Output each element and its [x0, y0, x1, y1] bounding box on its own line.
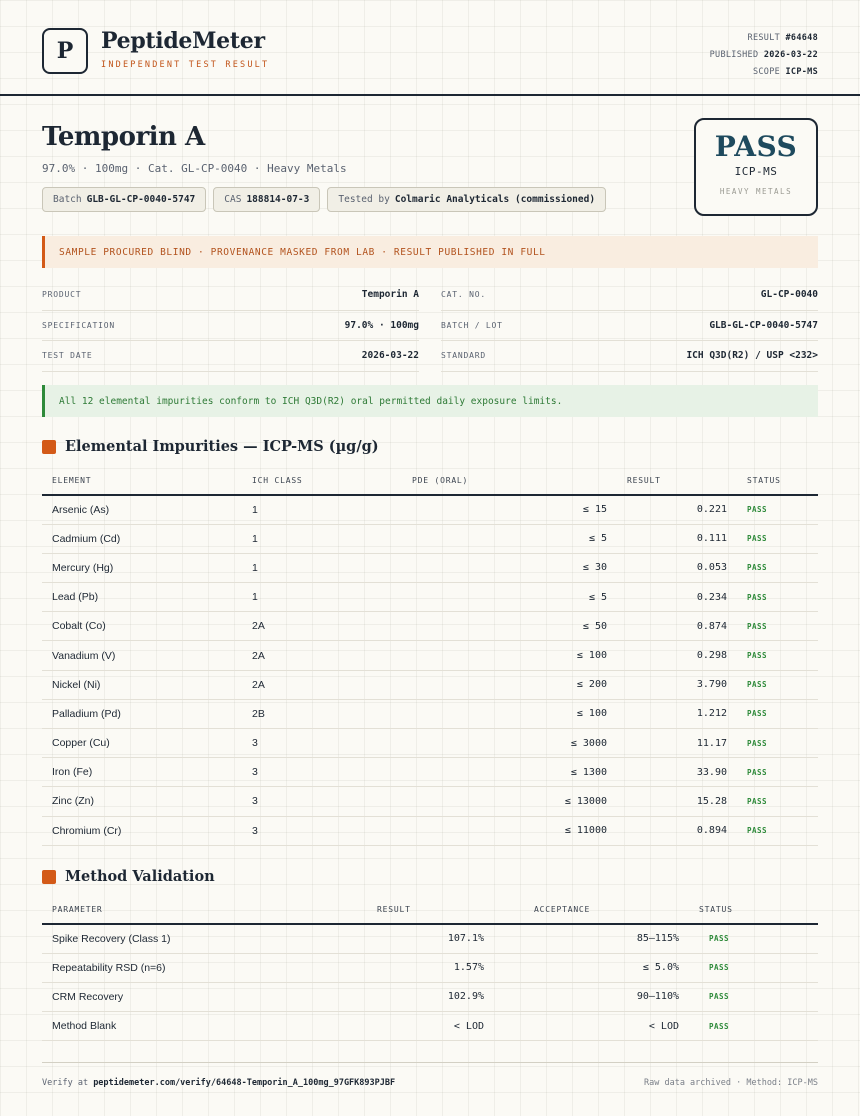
ich-class: 3: [242, 758, 402, 787]
result-id: #64648: [785, 33, 818, 43]
table-row: [42, 816, 818, 845]
info-value: Temporin A: [361, 289, 419, 301]
col-parameter: PARAMETER: [42, 896, 272, 924]
info-cell: [42, 341, 419, 372]
status-badge: PASS: [737, 553, 818, 582]
result-value: 15.28: [617, 787, 737, 816]
section-marker-icon: [42, 440, 56, 454]
element-name: Cobalt (Co): [42, 612, 242, 641]
procurement-banner: SAMPLE PROCURED BLIND · PROVENANCE MASKED FROM LAB · RESULT PUBLISHED IN FULL: [42, 236, 818, 268]
validation-body: [42, 924, 818, 1041]
report-header: [0, 0, 860, 96]
status-badge: PASS: [737, 787, 818, 816]
validation-section-title: [42, 868, 215, 885]
status-badge: PASS: [737, 495, 818, 524]
element-name: Iron (Fe): [42, 758, 242, 787]
section-title-text: Elemental Impurities — ICP-MS (µg/g): [65, 438, 379, 455]
result-value: 102.9%: [272, 982, 494, 1011]
impurities-table: [42, 467, 818, 846]
brand-name: PeptideMeter: [101, 28, 265, 54]
table-header-row: [42, 467, 818, 495]
ich-class: 1: [242, 553, 402, 582]
element-name: Mercury (Hg): [42, 553, 242, 582]
element-name: Cadmium (Cd): [42, 524, 242, 553]
col-ich-class: ICH CLASS: [242, 467, 402, 495]
result-value: 0.894: [617, 816, 737, 845]
element-name: Copper (Cu): [42, 729, 242, 758]
ich-class: 2A: [242, 641, 402, 670]
pde-limit: ≤ 200: [402, 670, 617, 699]
table-row: [42, 787, 818, 816]
pde-limit: ≤ 13000: [402, 787, 617, 816]
table-row: [42, 982, 818, 1011]
pde-limit: ≤ 5: [402, 583, 617, 612]
result-value: 0.221: [617, 495, 737, 524]
conformance-banner: All 12 elemental impurities conform to ICH Q3D(R2) oral permitted daily exposure limits.: [42, 385, 818, 417]
ich-class: 2A: [242, 670, 402, 699]
info-cell: [42, 280, 419, 311]
brand-logo: P: [42, 28, 88, 74]
scope-label: SCOPE: [752, 67, 781, 77]
info-key: STANDARD: [441, 351, 486, 361]
info-key: BATCH / LOT: [441, 320, 503, 330]
table-row: [42, 699, 818, 728]
parameter-name: Spike Recovery (Class 1): [42, 924, 272, 953]
ich-class: 3: [242, 729, 402, 758]
tested-by-chip: [327, 187, 606, 212]
table-row: [42, 612, 818, 641]
cas-chip: [213, 187, 320, 212]
status-badge: PASS: [737, 729, 818, 758]
pde-limit: ≤ 100: [402, 641, 617, 670]
info-value: 2026-03-22: [361, 350, 419, 362]
info-row: [42, 311, 818, 342]
pde-limit: ≤ 3000: [402, 729, 617, 758]
element-name: Vanadium (V): [42, 641, 242, 670]
result-value: 33.90: [617, 758, 737, 787]
result-label: RESULT: [747, 33, 781, 43]
table-row: [42, 583, 818, 612]
result-value: 107.1%: [272, 924, 494, 953]
ich-class: 1: [242, 495, 402, 524]
verify-link[interactable]: peptidemeter.com/verify/64648-Temporin_A_100mg_97GFK893PJBF: [93, 1077, 396, 1088]
info-cell: [441, 280, 818, 311]
ich-class: 1: [242, 524, 402, 553]
col-status: STATUS: [737, 467, 818, 495]
result-value: 0.111: [617, 524, 737, 553]
info-value: ICH Q3D(R2) / USP <232>: [686, 350, 818, 362]
col-element: ELEMENT: [42, 467, 242, 495]
chip-label: Batch: [53, 194, 82, 205]
ich-class: 3: [242, 816, 402, 845]
pde-limit: ≤ 30: [402, 553, 617, 582]
pde-limit: ≤ 5: [402, 524, 617, 553]
table-row: [42, 924, 818, 953]
info-value: GLB-GL-CP-0040-5747: [709, 319, 818, 331]
validation-table: [42, 896, 818, 1041]
section-marker-icon: [42, 870, 56, 884]
info-key: SPECIFICATION: [42, 320, 116, 330]
status-badge: PASS: [689, 953, 818, 982]
section-title-text: Method Validation: [65, 868, 215, 885]
verify-label: Verify at: [42, 1077, 89, 1088]
info-value: 97.0% · 100mg: [344, 319, 419, 331]
result-value: 0.874: [617, 612, 737, 641]
info-row: [42, 280, 818, 311]
stamp-verdict: PASS: [714, 130, 798, 163]
stamp-category: HEAVY METALS: [719, 187, 793, 196]
result-value: 1.212: [617, 699, 737, 728]
result-value: 11.17: [617, 729, 737, 758]
pde-limit: ≤ 50: [402, 612, 617, 641]
col-result: RESULT: [617, 467, 737, 495]
brand-tagline: INDEPENDENT TEST RESULT: [101, 60, 270, 70]
acceptance-value: ≤ 5.0%: [494, 953, 689, 982]
batch-chip: [42, 187, 206, 212]
chip-label: CAS: [224, 194, 242, 205]
element-name: Lead (Pb): [42, 583, 242, 612]
report-footer: [42, 1062, 818, 1102]
impurities-section-title: [42, 438, 379, 455]
table-row: [42, 953, 818, 982]
col-pde: PDE (ORAL): [402, 467, 617, 495]
status-badge: PASS: [737, 816, 818, 845]
element-name: Palladium (Pd): [42, 699, 242, 728]
info-cell: [42, 311, 419, 342]
archive-note: Raw data archived · Method: ICP-MS: [644, 1077, 818, 1088]
result-value: 3.790: [617, 670, 737, 699]
chip-value: GLB-GL-CP-0040-5747: [86, 194, 196, 205]
info-row: [42, 341, 818, 372]
table-row: [42, 495, 818, 524]
product-chips: [42, 187, 606, 212]
parameter-name: Repeatability RSD (n=6): [42, 953, 272, 982]
element-name: Chromium (Cr): [42, 816, 242, 845]
product-title: Temporin A: [42, 122, 205, 152]
parameter-name: CRM Recovery: [42, 982, 272, 1011]
ich-class: 2B: [242, 699, 402, 728]
acceptance-value: 90–110%: [494, 982, 689, 1011]
status-badge: PASS: [737, 583, 818, 612]
status-badge: PASS: [737, 612, 818, 641]
result-value: 0.053: [617, 553, 737, 582]
table-row: [42, 758, 818, 787]
info-key: PRODUCT: [42, 290, 82, 300]
status-badge: PASS: [689, 1012, 818, 1041]
result-value: < LOD: [272, 1012, 494, 1041]
status-badge: PASS: [737, 670, 818, 699]
stamp-method: ICP-MS: [734, 165, 778, 178]
chip-value: Colmaric Analyticals (commissioned): [394, 194, 596, 205]
status-badge: PASS: [737, 524, 818, 553]
info-value: GL-CP-0040: [760, 289, 818, 301]
table-row: [42, 641, 818, 670]
ich-class: 1: [242, 583, 402, 612]
verify-text: [42, 1078, 395, 1088]
chip-value: 188814-07-3: [246, 194, 310, 205]
published-date: 2026-03-22: [763, 50, 818, 60]
table-row: [42, 1012, 818, 1041]
ich-class: 2A: [242, 612, 402, 641]
acceptance-value: < LOD: [494, 1012, 689, 1041]
ich-class: 3: [242, 787, 402, 816]
element-name: Zinc (Zn): [42, 787, 242, 816]
table-row: [42, 553, 818, 582]
table-row: [42, 670, 818, 699]
table-header-row: [42, 896, 818, 924]
status-badge: PASS: [737, 699, 818, 728]
product-subtitle: 97.0% · 100mg · Cat. GL-CP-0040 · Heavy Metals: [42, 162, 347, 175]
col-result: RESULT: [272, 896, 494, 924]
status-badge: PASS: [689, 924, 818, 953]
acceptance-value: 85–115%: [494, 924, 689, 953]
pass-stamp: [694, 118, 818, 216]
status-badge: PASS: [737, 641, 818, 670]
col-status: STATUS: [689, 896, 818, 924]
published-label: PUBLISHED: [709, 50, 759, 60]
element-name: Arsenic (As): [42, 495, 242, 524]
info-cell: [441, 341, 818, 372]
status-badge: PASS: [689, 982, 818, 1011]
table-row: [42, 524, 818, 553]
impurities-body: [42, 495, 818, 845]
col-acceptance: ACCEPTANCE: [494, 896, 689, 924]
info-key: TEST DATE: [42, 351, 93, 361]
status-badge: PASS: [737, 758, 818, 787]
chip-label: Tested by: [338, 194, 390, 205]
table-row: [42, 729, 818, 758]
pde-limit: ≤ 100: [402, 699, 617, 728]
report-meta: [710, 30, 818, 81]
result-value: 1.57%: [272, 953, 494, 982]
info-key: CAT. NO.: [441, 290, 486, 300]
result-value: 0.298: [617, 641, 737, 670]
element-name: Nickel (Ni): [42, 670, 242, 699]
result-value: 0.234: [617, 583, 737, 612]
info-cell: [441, 311, 818, 342]
parameter-name: Method Blank: [42, 1012, 272, 1041]
pde-limit: ≤ 15: [402, 495, 617, 524]
info-grid: [42, 280, 818, 372]
pde-limit: ≤ 11000: [402, 816, 617, 845]
scope-value: ICP-MS: [785, 67, 818, 77]
pde-limit: ≤ 1300: [402, 758, 617, 787]
